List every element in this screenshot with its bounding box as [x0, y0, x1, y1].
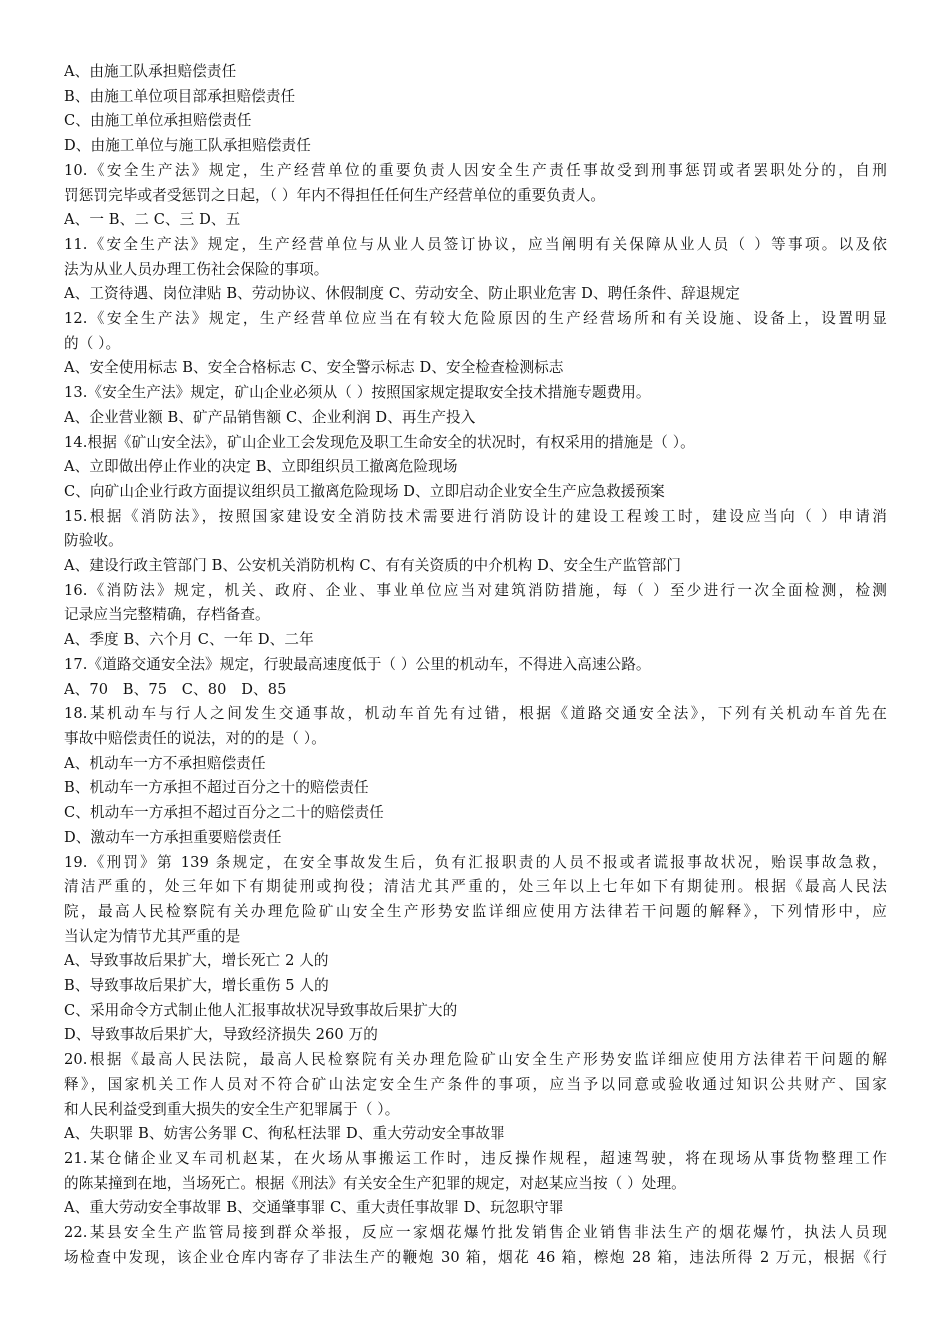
- text-line: A、安全使用标志 B、安全合格标志 C、安全警示标志 D、安全检查检测标志: [64, 359, 564, 377]
- text-line: A、一 B、二 C、三 D、五: [64, 211, 241, 229]
- text-line: A、机动车一方不承担赔偿责任: [64, 754, 266, 772]
- text-line: 当认定为情节尤其严重的是: [64, 927, 241, 945]
- text-line: 10.《安全生产法》规定，生产经营单位的重要负责人因安全生产责任事故受到刑事惩罚或者罢职处分的，自刑: [64, 161, 887, 179]
- text-line: B、由施工单位项目部承担赔偿责任: [64, 87, 296, 105]
- text-line: 罚惩罚完毕或者受惩罚之日起，（ ）年内不得担任任何生产经营单位的重要负责人。: [64, 186, 606, 204]
- text-line: A、由施工队承担赔偿责任: [64, 63, 237, 80]
- text-line: 12.《安全生产法》规定，生产经营单位应当在有较大危险原因的生产经营场所和有关设施、设备上，设置明显: [64, 310, 887, 328]
- text-line: 16.《消防法》规定，机关、政府、企业、事业单位应当对建筑消防措施，每（ ）至少进行一次全面检测，检测: [64, 581, 887, 599]
- text-line: 和人民利益受到重大损失的安全生产犯罪属于（ ）。: [64, 1100, 400, 1118]
- text-line: D、导致事故后果扩大，导致经济损失 260 万的: [64, 1026, 378, 1044]
- text-line: A、失职罪 B、妨害公务罪 C、徇私枉法罪 D、重大劳动安全事故罪: [64, 1125, 505, 1143]
- text-line: 17.《道路交通安全法》规定，行驶最高速度低于（ ）公里的机动车，不得进入高速公路。: [64, 655, 651, 673]
- text-line: 18.某机动车与行人之间发生交通事故，机动车首先有过错，根据《道路交通安全法》，下列有关机动车首先在: [64, 705, 887, 723]
- text-line: 场检查中发现，该企业仓库内寄存了非法生产的鞭炮 30 箱，烟花 46 箱，檫炮 28 箱，违法所得 2 万元，根据《行: [64, 1248, 887, 1266]
- text-line: A、季度 B、六个月 C、一年 D、二年: [64, 631, 314, 649]
- text-line: A、工资待遇、岗位津贴 B、劳动协议、休假制度 C、劳动安全、防止职业危害 D、聘任条件、辞退规定: [64, 285, 740, 303]
- text-line: A、立即做出停止作业的决定 B、立即组织员工撤离危险现场: [64, 458, 458, 476]
- text-line: 清洁严重的，处三年如下有期徒刑或拘役；清洁尤其严重的，处三年以上七年如下有期徒刑。根据《最高人民法: [64, 878, 887, 896]
- text-line: C、采用命令方式制止他人汇报事故状况导致事故后果扩大的: [64, 1001, 458, 1019]
- text-line: C、向矿山企业行政方面提议组织员工撤离危险现场 D、立即启动企业安全生产应急救援预案: [64, 482, 665, 500]
- text-line: B、导致事故后果扩大，增长重伤 5 人的: [64, 977, 329, 995]
- text-line: 的陈某撞到在地，当场死亡。根据《刑法》有关安全生产犯罪的规定，对赵某应当按（ ）处理。: [64, 1174, 686, 1192]
- text-line: 14.根据《矿山安全法》，矿山企业工会发现危及职工生命安全的状况时，有权采用的措施是（ ）。: [64, 433, 695, 451]
- text-line: 20.根据《最高人民法院，最高人民检察院有关办理危险矿山安全生产形势安监详细应使用方法律若干问题的解: [64, 1051, 887, 1069]
- text-line: 的（ ）。: [64, 334, 121, 352]
- text-line: C、由施工单位承担赔偿责任: [64, 112, 252, 130]
- text-line: 11.《安全生产法》规定，生产经营单位与从业人员签订协议，应当阐明有关保障从业人员（ ）等事项。以及依: [64, 235, 887, 253]
- text-line: 院，最高人民检察院有关办理危险矿山安全生产形势安监详细应使用方法律若干问题的解释》，下列情形中，应: [64, 902, 887, 920]
- text-line: 13.《安全生产法》规定，矿山企业必须从（ ）按照国家规定提取安全技术措施专题费用。: [64, 384, 651, 402]
- text-line: A、70 B、75 C、80 D、85: [64, 680, 287, 698]
- document-body: [64, 60, 887, 1270]
- text-line: A、导致事故后果扩大，增长死亡 2 人的: [64, 952, 329, 970]
- text-line: A、重大劳动安全事故罪 B、交通肇事罪 C、重大责任事故罪 D、玩忽职守罪: [64, 1199, 564, 1217]
- text-line: A、建设行政主管部门 B、公安机关消防机构 C、有有关资质的中介机构 D、安全生产监管部门: [64, 557, 682, 575]
- text-line: 19.《刑罚》第 139 条规定，在安全事故发生后，负有汇报职责的人员不报或者谎报事故状况，贻误事故急救，: [64, 853, 887, 871]
- text-line: 防验收。: [64, 532, 123, 550]
- text-line: 22.某县安全生产监管局接到群众举报，反应一家烟花爆竹批发销售企业销售非法生产的烟花爆竹，执法人员现: [64, 1224, 887, 1242]
- text-line: 释》，国家机关工作人员对不符合矿山法定安全生产条件的事项，应当予以同意或验收通过知识公共财产、国家: [64, 1075, 887, 1093]
- text-line: B、机动车一方承担不超过百分之十的赔偿责任: [64, 779, 369, 797]
- text-line: D、激动车一方承担重要赔偿责任: [64, 828, 282, 846]
- text-line: C、机动车一方承担不超过百分之二十的赔偿责任: [64, 804, 384, 822]
- text-line: A、企业营业额 B、矿产品销售额 C、企业利润 D、再生产投入: [64, 408, 476, 426]
- text-line: 记录应当完整精确，存档备查。: [64, 606, 270, 624]
- text-line: 21.某仓储企业叉车司机赵某，在火场从事搬运工作时，违反操作规程，超速驾驶，将在现场从事货物整理工作: [64, 1149, 887, 1167]
- text-line: 15.根据《消防法》，按照国家建设安全消防技术需要进行消防设计的建设工程竣工时，建设应当向（ ）申请消: [64, 507, 887, 525]
- text-line: 事故中赔偿责任的说法，对的的是（ ）。: [64, 729, 326, 747]
- text-line: D、由施工单位与施工队承担赔偿责任: [64, 137, 311, 155]
- text-line: 法为从业人员办理工伤社会保险的事项。: [64, 260, 329, 278]
